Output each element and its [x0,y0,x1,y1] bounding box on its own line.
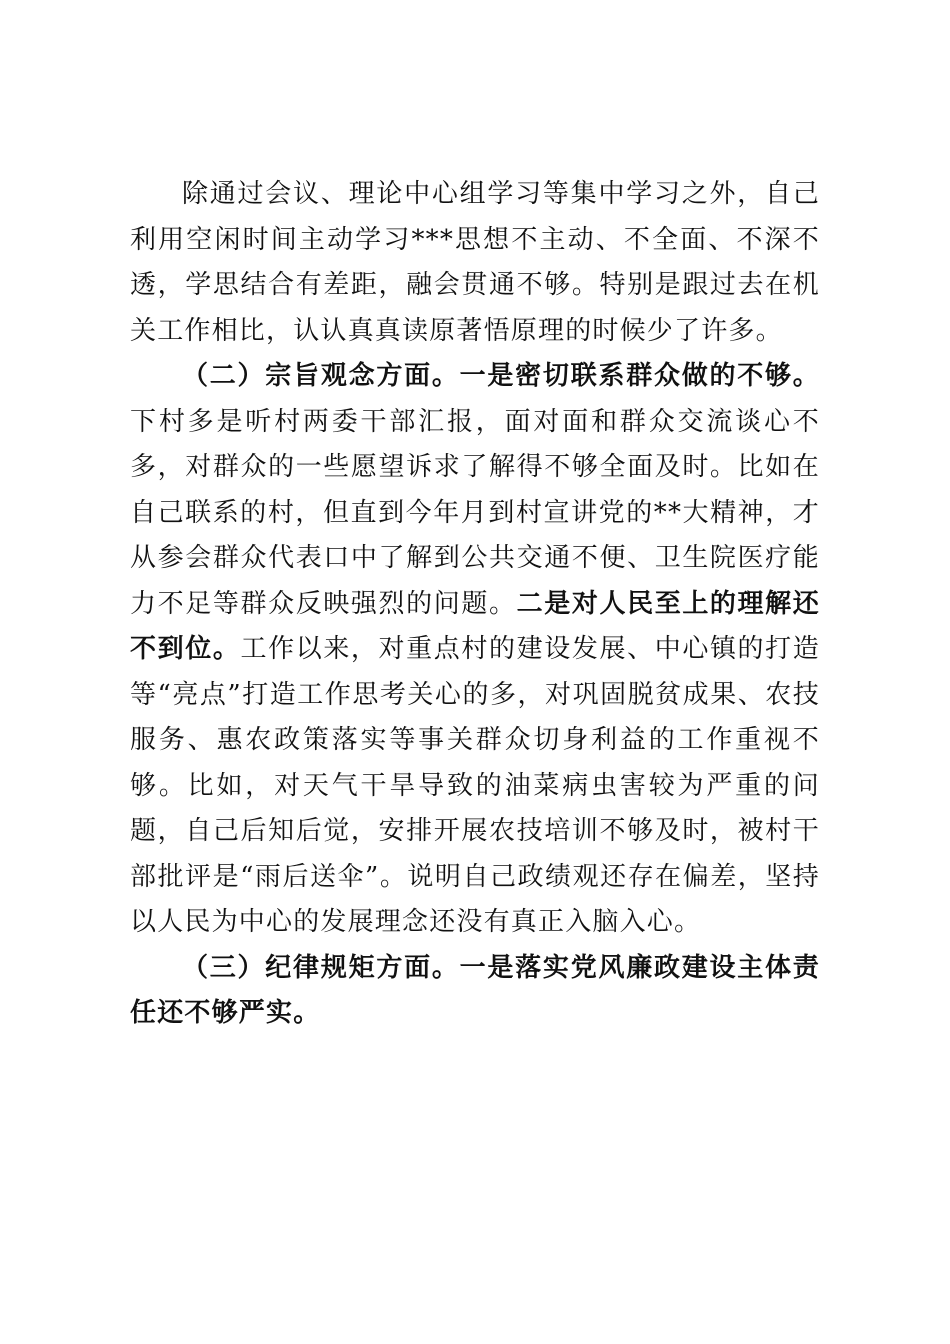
section-heading-discipline: （三）纪律规矩方面。 [182,952,460,983]
paragraph-study [130,172,820,354]
key-point-people-first: 二是对人民至上的理解还不到位。 [130,588,820,664]
document-body [130,172,820,1037]
paragraph-purpose-concept [130,354,820,946]
paragraph-text: 除通过会议、理论中心组学习等集中学习之外，自己利用空闲时间主动学习***思想不主动、不全面、不深不透，学思结合有差距，融会贯通不够。特别是跟过去在机关工作相比，认认真真读原著悟原理的时候少了许多。 [130,179,820,346]
paragraph-text: 下村多是听村两委干部汇报，面对面和群众交流谈心不多，对群众的一些愿望诉求了解得不够全面及时。比如在自己联系的村，但直到今年月到村宣讲党的**大精神，才从参会群众代表口中了解到公共交通不便、卫生院医疗能力不足等群众反映强烈的问题。 [130,406,820,619]
paragraph-text: 工作以来，对重点村的建设发展、中心镇的打造等“亮点”打造工作思考关心的多，对巩固脱贫成果、农技服务、惠农政策落实等事关群众切身利益的工作重视不够。比如，对天气干旱导致的油菜病虫害较为严重的问题，自己后知后觉，安排开展农技培训不够及时，被村干部批评是“雨后送伞”。说明自己政绩观还存在偏差，坚持以人民为中心的发展理念还没有真正入脑入心。 [130,634,820,937]
key-point-integrity-responsibility: 一是落实党风廉政建设主体责任还不够严实。 [130,952,820,1028]
paragraph-discipline [130,946,820,1037]
section-heading-purpose: （二）宗旨观念方面。 [182,361,460,391]
key-point-contact-masses: 一是密切联系群众做的不够。 [459,361,820,391]
